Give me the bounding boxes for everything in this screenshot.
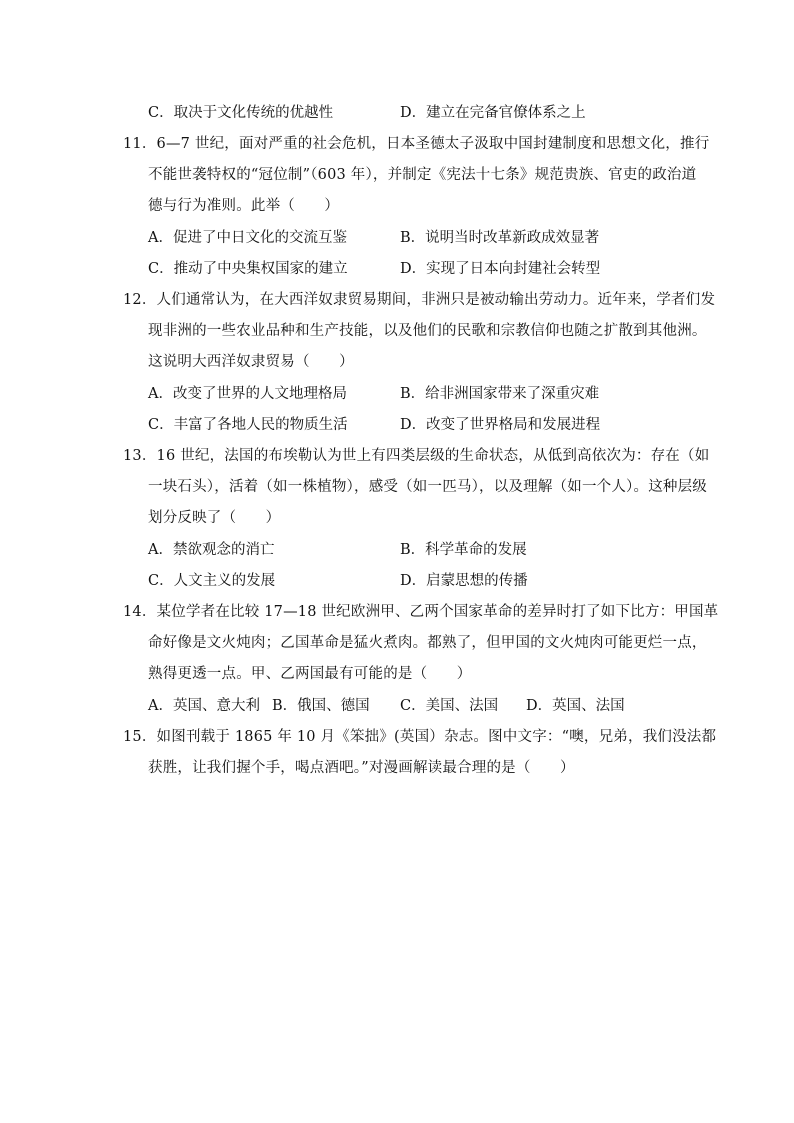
q11-option-d: D．实现了日本向封建社会转型 — [400, 261, 601, 277]
q11-option-a: A．促进了中日文化的交流互鉴 — [148, 230, 347, 246]
q10-option-d: D．建立在完备官僚体系之上 — [400, 105, 586, 121]
q14-stem-line-1: 14．某位学者在比较 17—18 世纪欧洲甲、乙两个国家革命的差异时打了如下比方：甲国革 — [123, 604, 719, 620]
q14-option-d: D．英国、法国 — [526, 698, 625, 714]
q12-option-d: D．改变了世界格局和发展进程 — [400, 417, 601, 433]
q14-stem-line-2: 命好像是文火炖肉；乙国革命是猛火煮肉。都熟了，但甲国的文火炖肉可能更烂一点， — [148, 635, 707, 651]
q12-stem-line-3: 这说明大西洋奴隶贸易（ ） — [148, 354, 354, 370]
q11-stem-line-1: 11．6—7 世纪，面对严重的社会危机，日本圣德太子汲取中国封建制度和思想文化，推行 — [123, 136, 710, 152]
q14-stem-line-3: 熟得更透一点。甲、乙两国最有可能的是（ ） — [148, 666, 472, 682]
q11-stem-line-3: 德与行为准则。此举（ ） — [148, 198, 340, 214]
q13-stem-line-3: 划分反映了（ ） — [148, 510, 281, 526]
q12-stem-line-1: 12．人们通常认为，在大西洋奴隶贸易期间，非洲只是被动输出劳动力。近年来，学者们发 — [123, 292, 716, 308]
q12-option-a: A．改变了世界的人文地理格局 — [148, 386, 347, 402]
q15-stem-line-2: 获胜，让我们握个手，喝点酒吧。”对漫画解读最合理的是（ ） — [148, 760, 575, 776]
q14-option-c: C．美国、法国 — [400, 698, 499, 714]
q13-stem-line-2: 一块石头），活着（如一株植物），感受（如一匹马），以及理解（如一个人）。这种层级 — [148, 479, 707, 495]
q10-option-c: C．取决于文化传统的优越性 — [148, 105, 334, 121]
q12-stem-line-2: 现非洲的一些农业品种和生产技能，以及他们的民歌和宗教信仰也随之扩散到其他洲。 — [148, 323, 707, 339]
q15-stem-line-1: 15．如图刊载于 1865 年 10 月《笨拙》(英国）杂志。图中文字：“噢，兄弟，我们没法都 — [123, 729, 717, 745]
q14-option-a: A．英国、意大利 — [148, 698, 260, 714]
q13-option-b: B．科学革命的发展 — [400, 542, 527, 558]
q13-stem-line-1: 13．16 世纪，法国的布埃勒认为世上有四类层级的生命状态，从低到高依次为：存在（如 — [123, 448, 710, 464]
q13-option-d: D．启蒙思想的传播 — [400, 573, 528, 589]
q12-option-b: B．给非洲国家带来了深重灾难 — [400, 386, 600, 402]
q11-option-b: B．说明当时改革新政成效显著 — [400, 230, 600, 246]
q13-option-a: A．禁欲观念的消亡 — [148, 542, 275, 558]
q12-option-c: C．丰富了各地人民的物质生活 — [148, 417, 348, 433]
q11-option-c: C．推动了中央集权国家的建立 — [148, 261, 348, 277]
q14-option-b: B．俄国、德国 — [272, 698, 370, 714]
q11-stem-line-2: 不能世袭特权的“冠位制”（603 年），并制定《宪法十七条》规范贵族、官吏的政治道 — [148, 167, 697, 183]
q13-option-c: C．人文主义的发展 — [148, 573, 276, 589]
